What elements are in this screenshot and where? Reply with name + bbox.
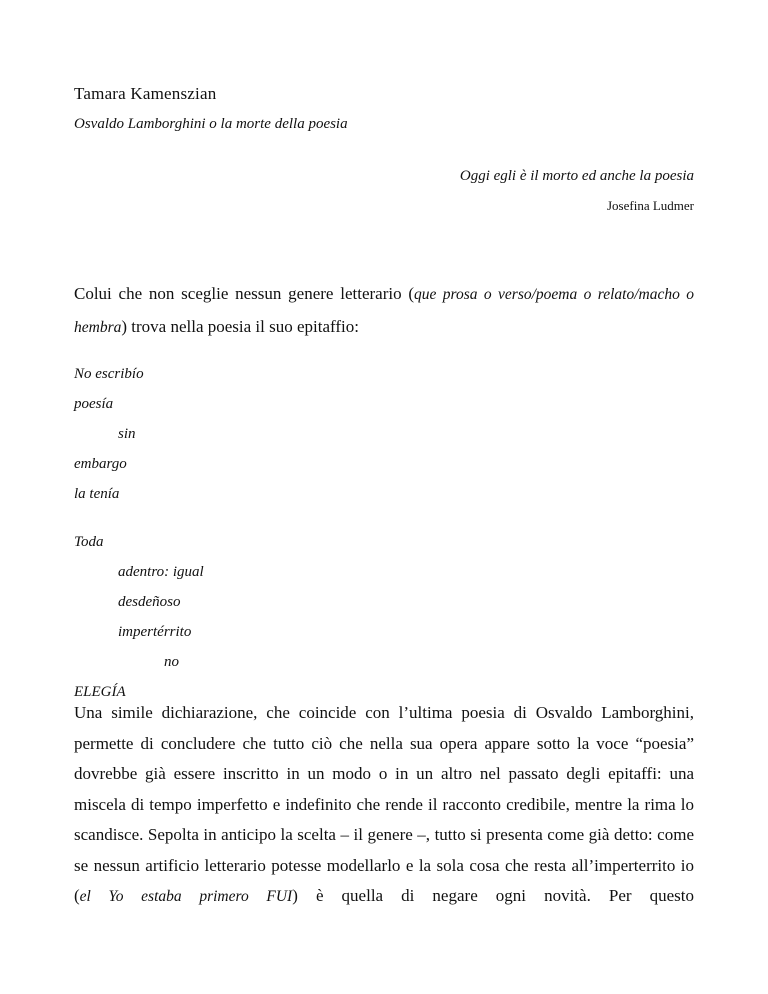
poem-line: la tenía xyxy=(74,486,120,502)
author-name: Tamara Kamenszian xyxy=(74,84,217,103)
poem-line: adentro: igual xyxy=(118,564,204,580)
poem-line: poesía xyxy=(74,396,114,412)
paragraph-intro-text-1: Colui che non sceglie nessun genere letterario ( xyxy=(74,284,415,303)
paragraph-body-text-1: Una simile dichiarazione, che coincide con l’ultima poesia di Osvaldo Lamborghini, permette di concludere che tutto ciò che nella sua opera appare sotto la voce “poesia” dovrebbe già essere inscritto in un modo o in un altro nel passato degli epitaffi: una miscela di tempo imperfetto e indefinito che rende il racconto credibile, mentre la rima lo scandisce. Sepolta in anticipo la scelta – il genere –, tutto si presenta come già detto: come se nessun artificio letterario potesse modellarlo e la sola cosa che resta all’imperterrito io ( xyxy=(74,703,694,905)
paragraph-body-italic: el Yo estaba primero FUI xyxy=(79,888,293,905)
paragraph-body xyxy=(74,698,694,913)
poem-line: ELEGÍA xyxy=(74,684,126,700)
paragraph-body-text-2: ) è quella di negare ogni novità. Per questo xyxy=(292,886,694,905)
poem-line: Toda xyxy=(74,534,104,550)
poem-line: impertérrito xyxy=(118,624,192,640)
epigraph-author: Josefina Ludmer xyxy=(606,198,694,213)
poem-line: No escribío xyxy=(74,366,144,382)
poem-line: no xyxy=(164,654,179,670)
article-title: Osvaldo Lamborghini o la morte della poesia xyxy=(74,116,348,132)
paragraph-intro xyxy=(74,278,694,344)
poem-line: sin xyxy=(118,426,136,442)
paragraph-intro-italic: que prosa o verso/poema o relato/macho o hembra xyxy=(74,286,694,336)
poem-line: desdeñoso xyxy=(118,594,181,610)
poem-line: embargo xyxy=(74,456,127,472)
epigraph-quote: Oggi egli è il morto ed anche la poesia xyxy=(459,168,694,184)
paragraph-intro-text-2: ) trova nella poesia il suo epitaffio: xyxy=(121,317,359,336)
